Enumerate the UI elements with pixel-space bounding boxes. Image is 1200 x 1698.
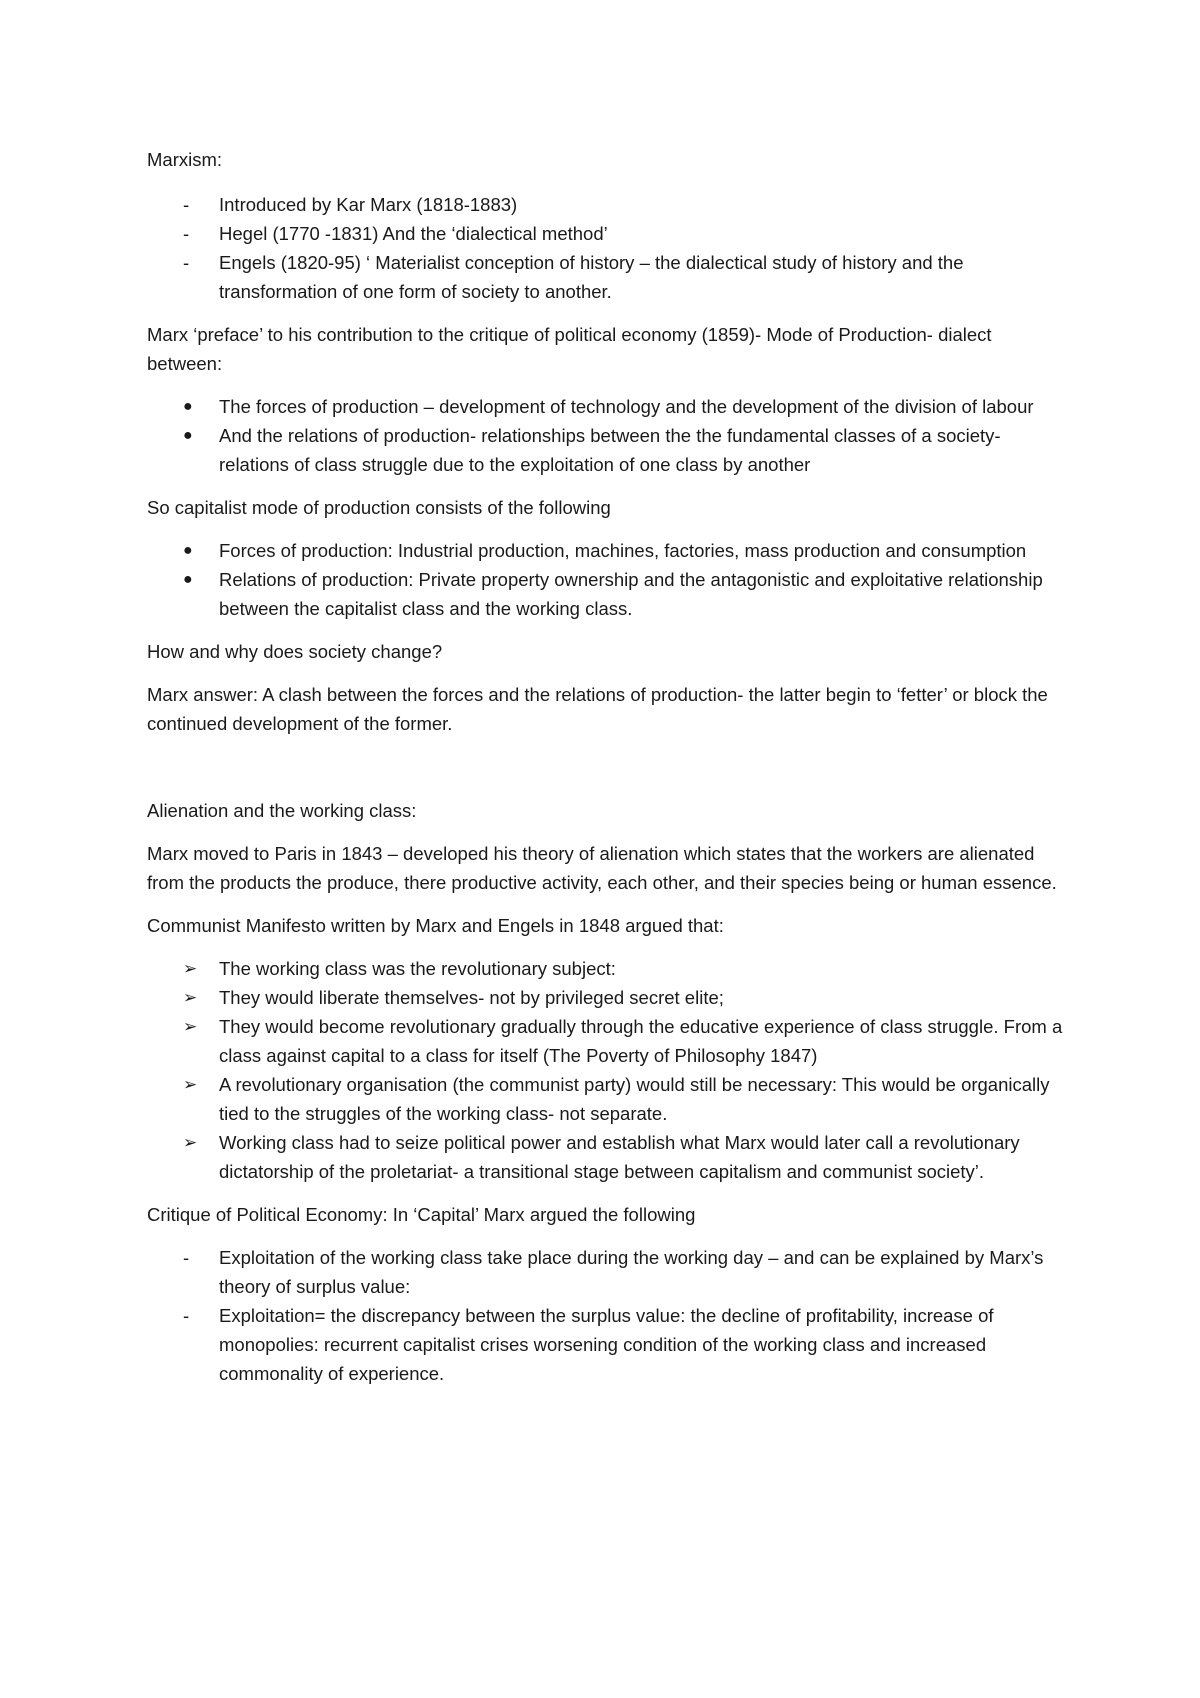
list-item	[147, 392, 1067, 421]
dialect-bullet-list	[147, 392, 1067, 479]
alienation-paragraph: Marx moved to Paris in 1843 – developed his theory of alienation which states that the workers are alienated from the products the produce, there productive activity, each other, and their species being or human essence.	[147, 843, 1057, 893]
list-item	[147, 248, 1067, 306]
dash-marker: -	[183, 1305, 190, 1326]
arrow-bullet-icon: ➢	[183, 1075, 198, 1094]
document-heading: Marxism:	[147, 149, 223, 170]
list-item-text: The forces of production – development of technology and the development of the division of labour	[219, 396, 1034, 417]
capitalist-bullet-list	[147, 536, 1067, 623]
intro-dash-list	[147, 190, 1067, 306]
list-item-text: Relations of production: Private property ownership and the antagonistic and exploitative relationship between the capitalist class and the working class.	[219, 569, 1043, 619]
list-item	[147, 1301, 1067, 1388]
list-item	[147, 1070, 1067, 1128]
list-item	[147, 219, 1067, 248]
dash-marker: -	[183, 223, 190, 244]
bullet-icon: ●	[183, 398, 193, 415]
bullet-icon: ●	[183, 427, 193, 444]
manifesto-paragraph: Communist Manifesto written by Marx and Engels in 1848 argued that:	[147, 915, 724, 936]
list-item	[147, 954, 1067, 983]
dash-marker: -	[183, 1247, 190, 1268]
preface-paragraph: Marx ‘preface’ to his contribution to the critique of political economy (1859)- Mode of Production- dialect between:	[147, 324, 992, 374]
critique-dash-list	[147, 1243, 1067, 1388]
arrow-bullet-icon: ➢	[183, 1133, 198, 1152]
list-item-text: Working class had to seize political power and establish what Marx would later call a revolutionary dictatorship of the proletariat- a transitional stage between capitalism and communist society’.	[219, 1132, 1020, 1182]
list-item	[147, 421, 1067, 479]
list-item-text: A revolutionary organisation (the communist party) would still be necessary: This would be organically tied to the struggles of the working class- not separate.	[219, 1074, 1050, 1124]
alienation-heading: Alienation and the working class:	[147, 800, 417, 821]
list-item-text: They would liberate themselves- not by privileged secret elite;	[219, 987, 724, 1008]
list-item	[147, 565, 1067, 623]
bullet-icon: ●	[183, 571, 193, 588]
manifesto-arrow-list	[147, 954, 1067, 1186]
dash-marker: -	[183, 194, 190, 215]
list-item-text: Exploitation of the working class take place during the working day – and can be explained by Marx’s theory of surplus value:	[219, 1247, 1044, 1297]
document-body	[147, 145, 1067, 1402]
dash-marker: -	[183, 252, 190, 273]
list-item-text: Exploitation= the discrepancy between the surplus value: the decline of profitability, increase of monopolies: recurrent capitalist crises worsening condition of the working class and increased commonality of experience.	[219, 1305, 994, 1384]
arrow-bullet-icon: ➢	[183, 959, 198, 978]
list-item-text: Hegel (1770 -1831) And the ‘dialectical method’	[219, 223, 608, 244]
arrow-bullet-icon: ➢	[183, 988, 198, 1007]
list-item	[147, 1012, 1067, 1070]
list-item-text: The working class was the revolutionary subject:	[219, 958, 616, 979]
list-item	[147, 190, 1067, 219]
list-item	[147, 1128, 1067, 1186]
list-item-text: They would become revolutionary gradually through the educative experience of class struggle. From a class against capital to a class for itself (The Poverty of Philosophy 1847)	[219, 1016, 1063, 1066]
section-spacer	[147, 752, 1067, 796]
capitalist-paragraph: So capitalist mode of production consists of the following	[147, 497, 611, 518]
list-item	[147, 983, 1067, 1012]
list-item-text: Forces of production: Industrial production, machines, factories, mass production and consumption	[219, 540, 1027, 561]
list-item-text: Introduced by Kar Marx (1818-1883)	[219, 194, 518, 215]
list-item-text: And the relations of production- relationships between the the fundamental classes of a society- relations of class struggle due to the exploitation of one class by another	[219, 425, 1001, 475]
critique-paragraph: Critique of Political Economy: In ‘Capital’ Marx argued the following	[147, 1204, 696, 1225]
question-paragraph: How and why does society change?	[147, 641, 443, 662]
answer-paragraph: Marx answer: A clash between the forces and the relations of production- the latter begin to ‘fetter’ or block the continued development of the former.	[147, 684, 1048, 734]
list-item-text: Engels (1820-95) ‘ Materialist conception of history – the dialectical study of history and the transformation of one form of society to another.	[219, 252, 964, 302]
bullet-icon: ●	[183, 542, 193, 559]
arrow-bullet-icon: ➢	[183, 1017, 198, 1036]
list-item	[147, 1243, 1067, 1301]
list-item	[147, 536, 1067, 565]
